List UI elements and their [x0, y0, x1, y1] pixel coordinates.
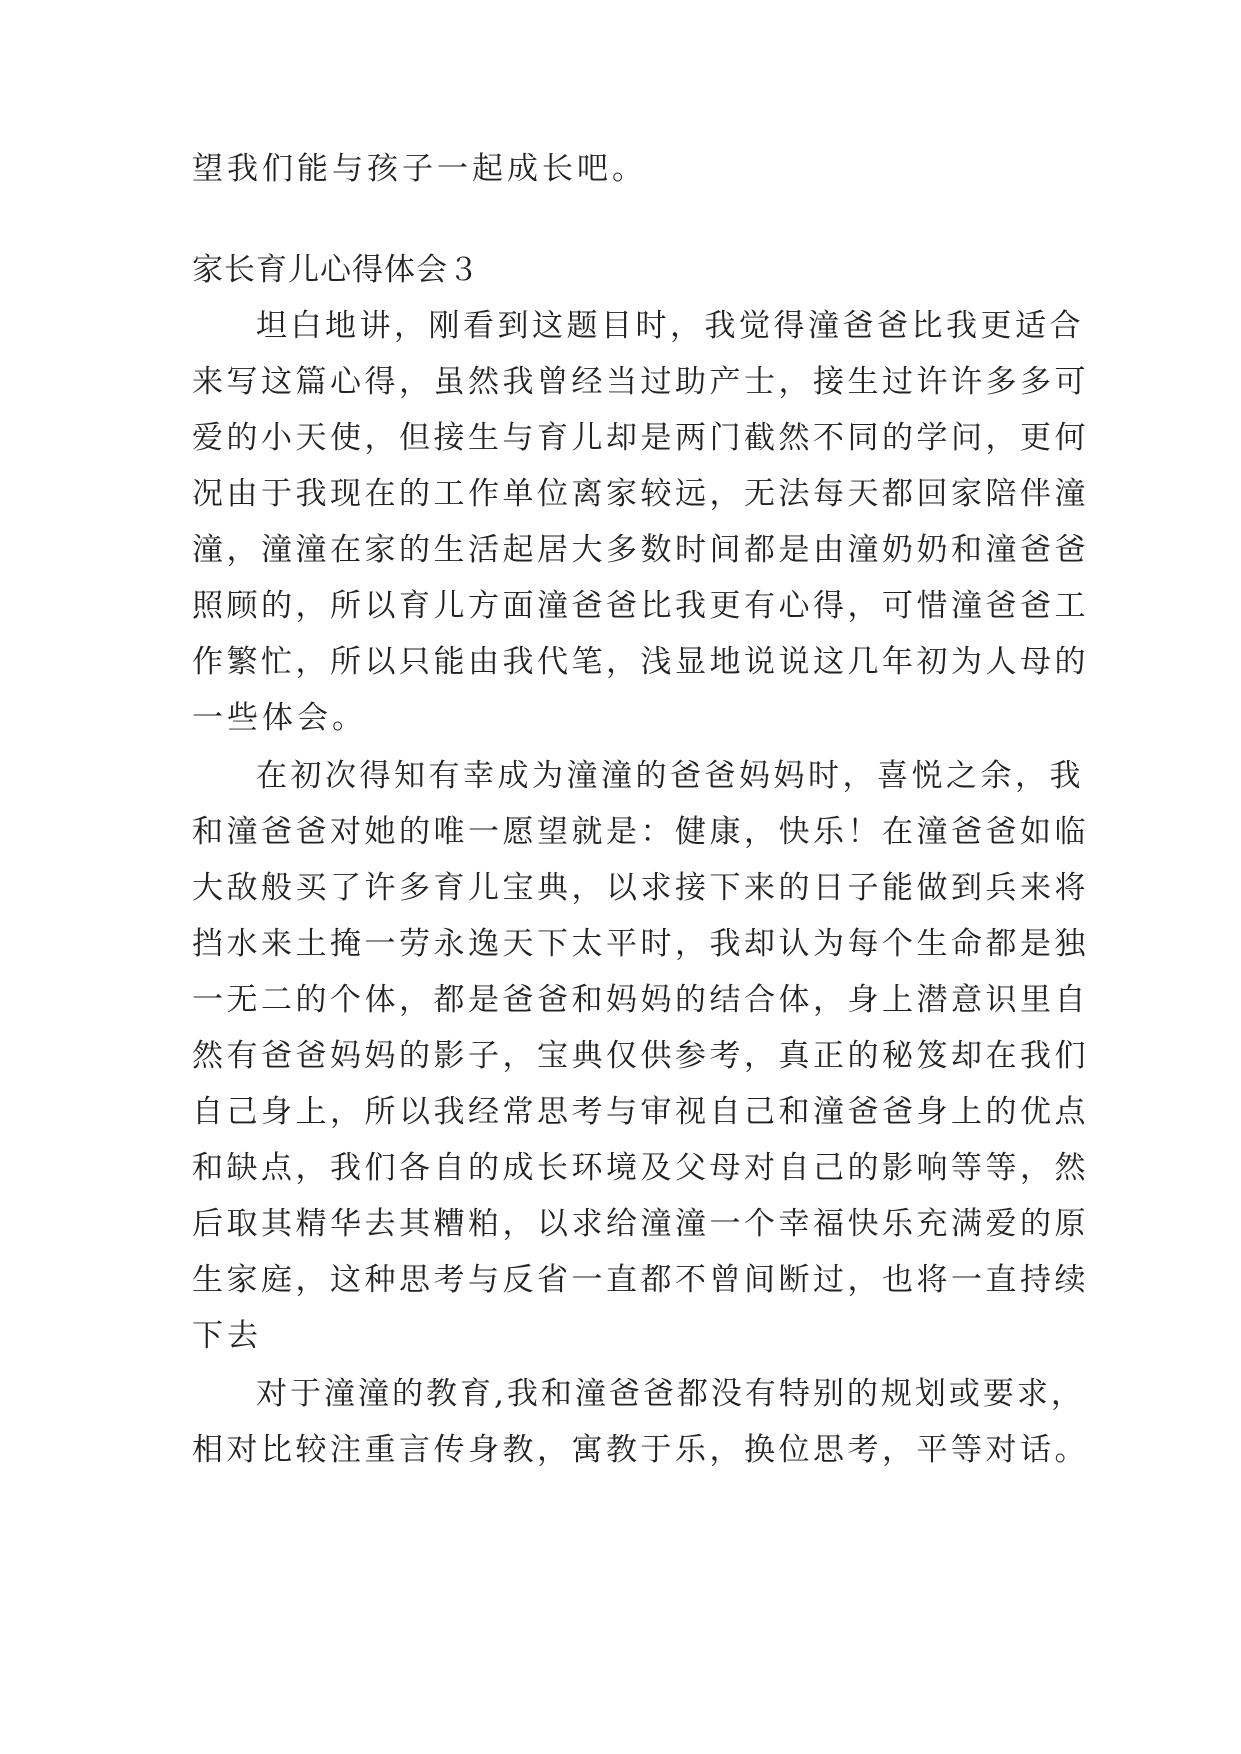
paragraph-line: 生家庭，这种思考与反省一直都不曾间断过，也将一直持续	[192, 1262, 1089, 1298]
paragraph-line: 况由于我现在的工作单位离家较远，无法每天都回家陪伴潼	[192, 476, 1089, 512]
paragraph-line: 然有爸爸妈妈的影子，宝典仅供参考，真正的秘笈却在我们	[192, 1038, 1089, 1074]
paragraph-line: 后取其精华去其糟粕，以求给潼潼一个幸福快乐充满爱的原	[192, 1206, 1089, 1242]
paragraph-line: 来写这篇心得，虽然我曾经当过助产士，接生过许许多多可	[192, 364, 1089, 400]
paragraph-line: 挡水来土掩一劳永逸天下太平时，我却认为每个生命都是独	[192, 926, 1089, 962]
paragraph-line: 一无二的个体，都是爸爸和妈妈的结合体，身上潜意识里自	[192, 982, 1089, 1018]
paragraph-line: 和潼爸爸对她的唯一愿望就是：健康，快乐！在潼爸爸如临	[192, 814, 1089, 850]
paragraph-line: 相对比较注重言传身教，寓教于乐，换位思考，平等对话。	[192, 1432, 1089, 1468]
paragraph-line: 一些体会。	[192, 700, 367, 736]
paragraph-line: 对于潼潼的教育,我和潼爸爸都没有特别的规划或要求，	[256, 1376, 1085, 1412]
section-heading: 家长育儿心得体会３	[192, 252, 480, 288]
paragraph-line: 自己身上，所以我经常思考与审视自己和潼爸爸身上的优点	[192, 1094, 1089, 1130]
paragraph-line: 照顾的，所以育儿方面潼爸爸比我更有心得，可惜潼爸爸工	[192, 588, 1089, 624]
paragraph-line: 坦白地讲，刚看到这题目时，我觉得潼爸爸比我更适合	[256, 308, 1084, 344]
paragraph-line: 潼，潼潼在家的生活起居大多数时间都是由潼奶奶和潼爸爸	[192, 532, 1089, 568]
paragraph-line: 下去	[192, 1318, 262, 1354]
paragraph-line: 和缺点，我们各自的成长环境及父母对自己的影响等等，然	[192, 1150, 1089, 1186]
previous-section-ending: 望我们能与孩子一起成长吧。	[192, 151, 647, 187]
paragraph-line: 爱的小天使，但接生与育儿却是两门截然不同的学问，更何	[192, 420, 1089, 456]
paragraph-line: 作繁忙，所以只能由我代笔，浅显地说说这几年初为人母的	[192, 644, 1089, 680]
paragraph-line: 在初次得知有幸成为潼潼的爸爸妈妈时，喜悦之余，我	[256, 758, 1084, 794]
paragraph-line: 大敌般买了许多育儿宝典，以求接下来的日子能做到兵来将	[192, 870, 1089, 906]
